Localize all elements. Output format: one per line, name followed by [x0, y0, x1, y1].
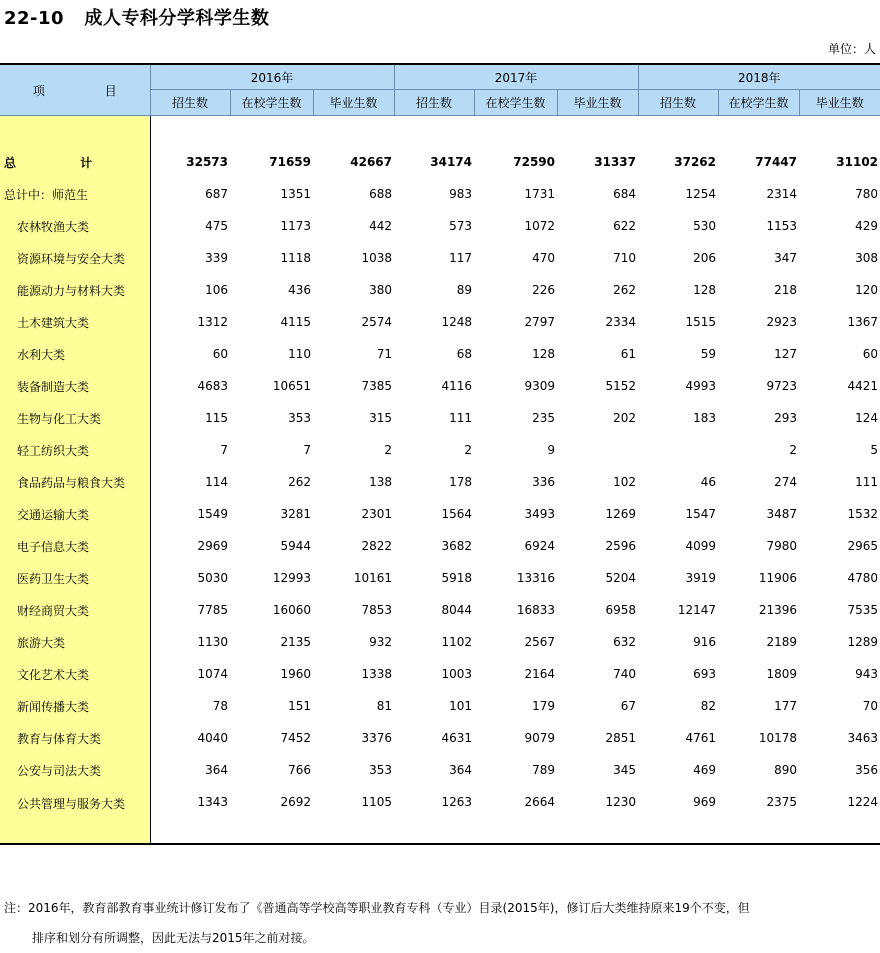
- table-cell: 138: [369, 475, 392, 489]
- table-cell: 9079: [524, 731, 555, 745]
- row-label: 生物与化工大类: [0, 402, 150, 434]
- spacer-cell: [718, 116, 799, 147]
- table-cell: 1003: [441, 667, 472, 681]
- table-cell: 2: [464, 443, 472, 457]
- table-cell: 274: [774, 475, 797, 489]
- table-cell: 1343: [150, 786, 230, 844]
- unit-label: 单位：人: [827, 42, 876, 56]
- table-cell: 60: [862, 347, 879, 361]
- table-cell: 2797: [524, 315, 555, 329]
- table-cell: 336: [532, 475, 555, 489]
- table-cell: 89: [456, 283, 472, 297]
- table-row: [0, 626, 880, 658]
- table-cell: 1230: [557, 786, 638, 844]
- data-table: [0, 63, 880, 845]
- table-cell: 1367: [847, 315, 879, 329]
- table-cell: 1338: [361, 667, 392, 681]
- table-cell: 932: [369, 635, 392, 649]
- spacer-cell: [313, 116, 394, 147]
- table-cell: 7385: [361, 379, 392, 393]
- table-row: [0, 306, 880, 338]
- table-cell: 1072: [524, 219, 555, 233]
- table-cell: 12147: [677, 603, 716, 617]
- table-cell: 1515: [685, 315, 716, 329]
- table-cell: 2851: [605, 731, 636, 745]
- table-cell: 2923: [766, 315, 797, 329]
- table-row: [0, 178, 880, 210]
- table-cell: 1564: [441, 507, 472, 521]
- table-cell: 1351: [280, 187, 311, 201]
- table-cell: 16833: [516, 603, 555, 617]
- table-cell: 1074: [197, 667, 228, 681]
- table-cell: 82: [700, 699, 716, 713]
- table-cell: 110: [288, 347, 311, 361]
- table-cell: 345: [613, 763, 636, 777]
- table-cell: 353: [288, 411, 311, 425]
- table-cell: 10178: [758, 731, 797, 745]
- table-cell: 70: [862, 699, 879, 713]
- header-year-2017: 2017年: [394, 64, 638, 90]
- row-label: 医药卫生大类: [0, 562, 150, 594]
- spacer-cell: [474, 116, 557, 147]
- table-cell: 1102: [441, 635, 472, 649]
- table-cell: 684: [613, 187, 636, 201]
- spacer-cell: [557, 116, 638, 147]
- table-cell: 178: [449, 475, 472, 489]
- table-cell: 183: [693, 411, 716, 425]
- table-cell: 2965: [847, 539, 879, 553]
- subheader-3-1: 招生数: [638, 90, 718, 116]
- table-cell: 7452: [280, 731, 311, 745]
- table-row: [0, 498, 880, 530]
- table-cell: 179: [532, 699, 555, 713]
- table-cell: 573: [449, 219, 472, 233]
- table-cell: 1731: [524, 187, 555, 201]
- table-cell: 21396: [758, 603, 797, 617]
- table-cell: 9309: [524, 379, 555, 393]
- table-cell: 622: [613, 219, 636, 233]
- table-cell: 114: [205, 475, 228, 489]
- table-cell: 111: [449, 411, 472, 425]
- table-cell: 1809: [766, 667, 797, 681]
- table-cell: 67: [620, 699, 636, 713]
- table-cell: 1960: [280, 667, 311, 681]
- table-cell: 10651: [272, 379, 311, 393]
- table-cell: 687: [205, 187, 228, 201]
- row-label: 水利大类: [0, 338, 150, 370]
- table-cell: 1153: [766, 219, 797, 233]
- spacer-cell: [394, 116, 474, 147]
- table-cell: 1118: [280, 251, 311, 265]
- table-cell: 32573: [186, 155, 228, 169]
- table-cell: 102: [613, 475, 636, 489]
- table-cell: 4115: [280, 315, 311, 329]
- table-cell: 4631: [441, 731, 472, 745]
- table-cell: 262: [613, 283, 636, 297]
- row-label: 装备制造大类: [0, 370, 150, 402]
- table-cell: 2135: [280, 635, 311, 649]
- table-cell: 218: [774, 283, 797, 297]
- table-cell: 4683: [197, 379, 228, 393]
- table-row: [0, 722, 880, 754]
- page-title: 22-10 成人专科分学科学生数: [4, 8, 270, 29]
- table-cell: 12993: [272, 571, 311, 585]
- table-cell: 1269: [605, 507, 636, 521]
- table-cell: 4421: [847, 379, 879, 393]
- table-cell: 8044: [441, 603, 472, 617]
- table-cell: 983: [449, 187, 472, 201]
- total-row: [0, 146, 880, 178]
- table-cell: 2822: [361, 539, 392, 553]
- table-cell: 5152: [605, 379, 636, 393]
- table-cell: 61: [620, 347, 636, 361]
- table-cell: 226: [532, 283, 555, 297]
- table-row: [0, 338, 880, 370]
- header-year-2018: 2018年: [638, 64, 880, 90]
- table-cell: 766: [288, 763, 311, 777]
- table-cell: 1130: [197, 635, 228, 649]
- table-cell: 3487: [766, 507, 797, 521]
- table-cell: 5918: [441, 571, 472, 585]
- subheader-1-1: 招生数: [150, 90, 230, 116]
- table-cell: 5204: [605, 571, 636, 585]
- table-cell: 4099: [685, 539, 716, 553]
- table-cell: 2692: [230, 786, 313, 844]
- table-row: [0, 402, 880, 434]
- footnote-line-1: 注：2016年，教育部教育事业统计修订发布了《普通高等学校高等职业教育专科（专业）目录(2015年)，修订后大类维持原来19个不变，但: [4, 901, 750, 915]
- table-cell: 60: [212, 347, 228, 361]
- table-cell: 71659: [269, 155, 311, 169]
- table-cell: 151: [288, 699, 311, 713]
- table-cell: 2301: [361, 507, 392, 521]
- table-cell: 364: [449, 763, 472, 777]
- spacer-cell: [230, 116, 313, 147]
- table-cell: 71: [376, 347, 392, 361]
- table-cell: 916: [693, 635, 716, 649]
- table-cell: 2596: [605, 539, 636, 553]
- table-cell: 3682: [441, 539, 472, 553]
- table-cell: 7: [220, 443, 228, 457]
- table-row: [0, 594, 880, 626]
- table-cell: 37262: [674, 155, 716, 169]
- table-cell: 127: [774, 347, 797, 361]
- table-cell: 78: [212, 699, 228, 713]
- table-cell: 2969: [197, 539, 228, 553]
- table-cell: 436: [288, 283, 311, 297]
- table-cell: 3281: [280, 507, 311, 521]
- table-row: [0, 434, 880, 466]
- table-cell: 632: [613, 635, 636, 649]
- row-label: 公共管理与服务大类: [0, 786, 150, 844]
- table-cell: 128: [693, 283, 716, 297]
- spacer-cell: [799, 116, 880, 147]
- row-label: 文化艺术大类: [0, 658, 150, 690]
- table-cell: 16060: [272, 603, 311, 617]
- table-cell: 2314: [766, 187, 797, 201]
- table-cell: 34174: [430, 155, 472, 169]
- subheader-3-2: 在校学生数: [718, 90, 799, 116]
- table-cell: 4040: [197, 731, 228, 745]
- table-row: [0, 562, 880, 594]
- table-cell: 469: [693, 763, 716, 777]
- table-cell: 9723: [766, 379, 797, 393]
- table-row: [0, 754, 880, 786]
- subheader-2-3: 毕业生数: [557, 90, 638, 116]
- table-row: [0, 466, 880, 498]
- table-cell: 81: [376, 699, 392, 713]
- table-cell: 2: [384, 443, 392, 457]
- table-row: [0, 786, 880, 844]
- table-cell: 7: [303, 443, 311, 457]
- footnote-line-2: 排序和划分有所调整，因此无法与2015年之前对接。: [32, 931, 315, 945]
- row-label: 资源环境与安全大类: [0, 242, 150, 274]
- table-cell: 470: [532, 251, 555, 265]
- table-cell: 364: [205, 763, 228, 777]
- table-cell: 9: [547, 443, 555, 457]
- table-cell: 2189: [766, 635, 797, 649]
- table-cell: 2164: [524, 667, 555, 681]
- table-row: [0, 690, 880, 722]
- table-cell: 1254: [685, 187, 716, 201]
- row-label: 电子信息大类: [0, 530, 150, 562]
- table-cell: 7980: [766, 539, 797, 553]
- table-cell: 1547: [685, 507, 716, 521]
- table-cell: 2574: [361, 315, 392, 329]
- table-cell: 789: [532, 763, 555, 777]
- table-cell: 353: [369, 763, 392, 777]
- table-cell: 7853: [361, 603, 392, 617]
- table-cell: 31337: [594, 155, 636, 169]
- table-cell: 115: [205, 411, 228, 425]
- row-label: 公安与司法大类: [0, 754, 150, 786]
- table-cell: 5030: [197, 571, 228, 585]
- table-cell: 356: [855, 763, 879, 777]
- table-cell: 780: [855, 187, 879, 201]
- table-cell: 10161: [353, 571, 392, 585]
- spacer-cell: [0, 116, 150, 147]
- table-cell: 1173: [280, 219, 311, 233]
- header-item: 项 目: [0, 64, 150, 116]
- row-label: 总计中：师范生: [0, 178, 150, 210]
- subheader-1-3: 毕业生数: [313, 90, 394, 116]
- row-label: 土木建筑大类: [0, 306, 150, 338]
- row-label: 农林牧渔大类: [0, 210, 150, 242]
- subheader-2-1: 招生数: [394, 90, 474, 116]
- table-cell: 4116: [441, 379, 472, 393]
- table-cell: 1224: [799, 786, 880, 844]
- spacer-cell: [638, 116, 718, 147]
- table-cell: 202: [613, 411, 636, 425]
- table-cell: 4780: [847, 571, 879, 585]
- table-row: [0, 210, 880, 242]
- table-cell: 2567: [524, 635, 555, 649]
- table-cell: 740: [613, 667, 636, 681]
- table-cell: 1532: [847, 507, 879, 521]
- table-cell: 943: [855, 667, 879, 681]
- header-year-2016: 2016年: [150, 64, 394, 90]
- table-cell: 1289: [847, 635, 879, 649]
- table-cell: 1105: [313, 786, 394, 844]
- table-cell: 235: [532, 411, 555, 425]
- table-row: [0, 370, 880, 402]
- table-cell: 31102: [836, 155, 879, 169]
- table-cell: 42667: [350, 155, 392, 169]
- table-cell: 693: [693, 667, 716, 681]
- table-cell: 111: [855, 475, 879, 489]
- table-cell: 308: [855, 251, 879, 265]
- table-cell: 68: [456, 347, 472, 361]
- row-label: 旅游大类: [0, 626, 150, 658]
- table-cell: 124: [855, 411, 879, 425]
- table-cell: 2334: [605, 315, 636, 329]
- table-cell: 2375: [718, 786, 799, 844]
- table-cell: 6924: [524, 539, 555, 553]
- row-label: 轻工纺织大类: [0, 434, 150, 466]
- table-cell: 13316: [516, 571, 555, 585]
- table-cell: 101: [449, 699, 472, 713]
- footnote: [4, 893, 874, 953]
- row-label: 财经商贸大类: [0, 594, 150, 626]
- table-cell: 969: [638, 786, 718, 844]
- table-cell: 4761: [685, 731, 716, 745]
- table-cell: 1248: [441, 315, 472, 329]
- table-row: [0, 274, 880, 306]
- table-cell: [557, 434, 638, 466]
- table-cell: 206: [693, 251, 716, 265]
- table-cell: 120: [855, 283, 879, 297]
- table-cell: 530: [693, 219, 716, 233]
- table-cell: 3493: [524, 507, 555, 521]
- table-cell: 262: [288, 475, 311, 489]
- table-cell: 7785: [197, 603, 228, 617]
- table-cell: 46: [700, 475, 716, 489]
- table-row: [0, 530, 880, 562]
- table-cell: 380: [369, 283, 392, 297]
- table-cell: 475: [205, 219, 228, 233]
- table-cell: 3463: [847, 731, 879, 745]
- table-cell: 293: [774, 411, 797, 425]
- table-cell: 5944: [280, 539, 311, 553]
- spacer-cell: [150, 116, 230, 147]
- table-cell: 1312: [197, 315, 228, 329]
- table-cell: 77447: [755, 155, 797, 169]
- table-cell: 442: [369, 219, 392, 233]
- table-cell: 106: [205, 283, 228, 297]
- subheader-1-2: 在校学生数: [230, 90, 313, 116]
- table-cell: 177: [774, 699, 797, 713]
- table-cell: 7535: [847, 603, 879, 617]
- table-cell: 3919: [685, 571, 716, 585]
- table-cell: 347: [774, 251, 797, 265]
- table-cell: 5: [870, 443, 879, 457]
- row-label: 总 计: [0, 146, 150, 178]
- table-cell: 339: [205, 251, 228, 265]
- table-cell: 710: [613, 251, 636, 265]
- row-label: 食品药品与粮食大类: [0, 466, 150, 498]
- table-row: [0, 658, 880, 690]
- table-cell: 315: [369, 411, 392, 425]
- table-cell: 4993: [685, 379, 716, 393]
- table-cell: [638, 434, 718, 466]
- table-cell: 688: [369, 187, 392, 201]
- table-row: [0, 242, 880, 274]
- subheader-3-3: 毕业生数: [799, 90, 880, 116]
- row-label: 交通运输大类: [0, 498, 150, 530]
- table-cell: 3376: [361, 731, 392, 745]
- table-cell: 59: [700, 347, 716, 361]
- row-label: 教育与体育大类: [0, 722, 150, 754]
- table-cell: 117: [449, 251, 472, 265]
- table-cell: 11906: [758, 571, 797, 585]
- table-cell: 2: [789, 443, 797, 457]
- row-label: 新闻传播大类: [0, 690, 150, 722]
- table-cell: 1549: [197, 507, 228, 521]
- table-cell: 2664: [474, 786, 557, 844]
- table-cell: 1038: [361, 251, 392, 265]
- table-cell: 6958: [605, 603, 636, 617]
- table-cell: 429: [855, 219, 879, 233]
- subheader-2-2: 在校学生数: [474, 90, 557, 116]
- spacer-row: [0, 116, 880, 147]
- row-label: 能源动力与材料大类: [0, 274, 150, 306]
- table-cell: 72590: [513, 155, 555, 169]
- table-cell: 890: [774, 763, 797, 777]
- table-cell: 128: [532, 347, 555, 361]
- table-cell: 1263: [394, 786, 474, 844]
